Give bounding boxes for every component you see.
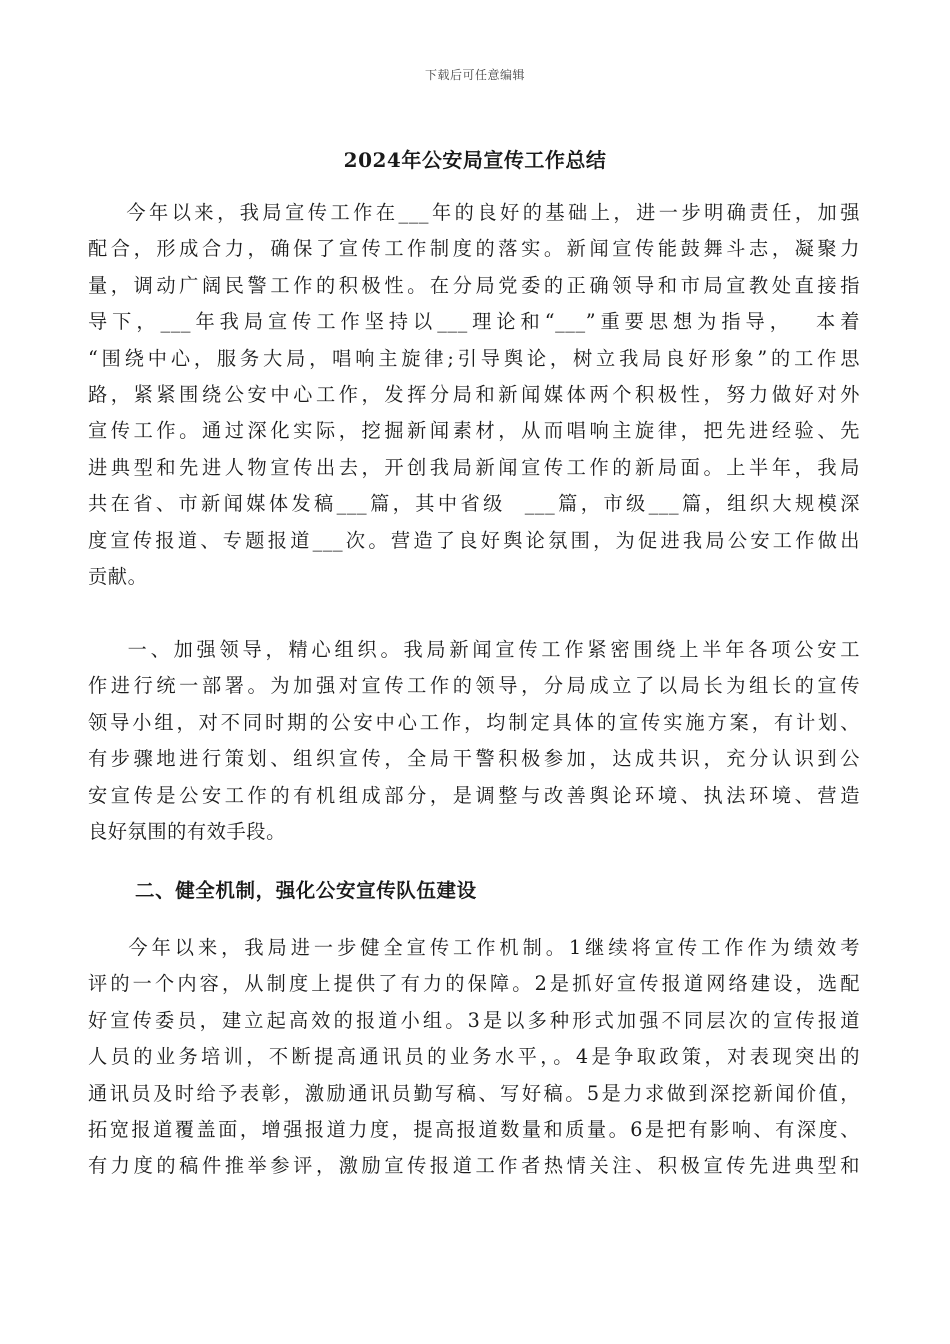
paragraph-line: 量，调动广阔民警工作的积极性。在分局党委的正确领导和市局宣教处直接指 [88, 273, 860, 297]
paragraph-line: “围绕中心，服务大局，唱响主旋律;引导舆论，树立我局良好形象”的工作思 [88, 346, 860, 370]
paragraph-leadership [88, 632, 860, 850]
paragraph-line: 良好氛围的有效手段。 [88, 819, 286, 843]
paragraph-line: 导下，___年我局宣传工作坚持以___理论和“___”重要思想为指导， 本着 [88, 310, 860, 334]
paragraph-line: 路，紧紧围绕公安中心工作，发挥分局和新闻媒体两个积极性，努力做好对外 [88, 382, 860, 406]
paragraph-line: 今年以来，我局进一步健全宣传工作机制。1继续将宣传工作作为绩效考 [88, 936, 860, 959]
paragraph-line: 通讯员及时给予表彰，激励通讯员勤写稿、写好稿。5是力求做到深挖新闻价值， [88, 1081, 860, 1105]
paragraph-line: 宣传工作。通过深化实际，挖掘新闻素材，从而唱响主旋律，把先进经验、先 [88, 419, 860, 443]
paragraph-line: 作进行统一部署。为加强对宣传工作的领导，分局成立了以局长为组长的宣传 [88, 674, 860, 698]
document-title: 2024年公安局宣传工作总结 [343, 148, 607, 172]
paragraph-line: 好宣传委员，建立起高效的报道小组。3是以多种形式加强不同层次的宣传报道 [88, 1008, 860, 1032]
paragraph-line: 今年以来，我局宣传工作在___年的良好的基础上，进一步明确责任，加强 [88, 201, 860, 224]
header-note: 下载后可任意编辑 [424, 68, 525, 82]
paragraph-line: 一、加强领导，精心组织。我局新闻宣传工作紧密围绕上半年各项公安工 [88, 638, 860, 661]
paragraph-line: 进典型和先进人物宣传出去，开创我局新闻宣传工作的新局面。上半年，我局 [88, 455, 860, 479]
paragraph-line: 评的一个内容，从制度上提供了有力的保障。2是抓好宣传报道网络建设，选配 [88, 972, 860, 996]
paragraph-line: 人员的业务培训，不断提高通讯员的业务水平，。4是争取政策，对表现突出的 [88, 1045, 860, 1069]
paragraph-line: 有步骤地进行策划、组织宣传，全局干警积极参加，达成共识，充分认识到公 [88, 747, 860, 771]
paragraph-line: 贡献。 [88, 564, 148, 588]
paragraph-line: 共在省、市新闻媒体发稿___篇，其中省级 ___篇，市级___篇，组织大规模深 [88, 492, 860, 516]
paragraph-line: 度宣传报道、专题报道___次。营造了良好舆论氛围，为促进我局公安工作做出 [88, 528, 860, 552]
paragraph-line: 安宣传是公安工作的有机组成部分，是调整与改善舆论环境、执法环境、营造 [88, 783, 860, 807]
paragraph-intro [88, 195, 860, 595]
paragraph-line: 拓宽报道覆盖面，增强报道力度，提高报道数量和质量。6是把有影响、有深度、 [88, 1117, 860, 1141]
section-heading: 二、健全机制，强化公安宣传队伍建设 [135, 879, 477, 902]
paragraph-line: 领导小组，对不同时期的公安中心工作，均制定具体的宣传实施方案，有计划、 [88, 710, 860, 734]
paragraph-line: 配合，形成合力，确保了宣传工作制度的落实。新闻宣传能鼓舞斗志，凝聚力 [88, 237, 860, 261]
paragraph-line: 有力度的稿件推举参评，激励宣传报道工作者热情关注、积极宣传先进典型和 [88, 1154, 860, 1178]
paragraph-mechanism [88, 930, 860, 1185]
